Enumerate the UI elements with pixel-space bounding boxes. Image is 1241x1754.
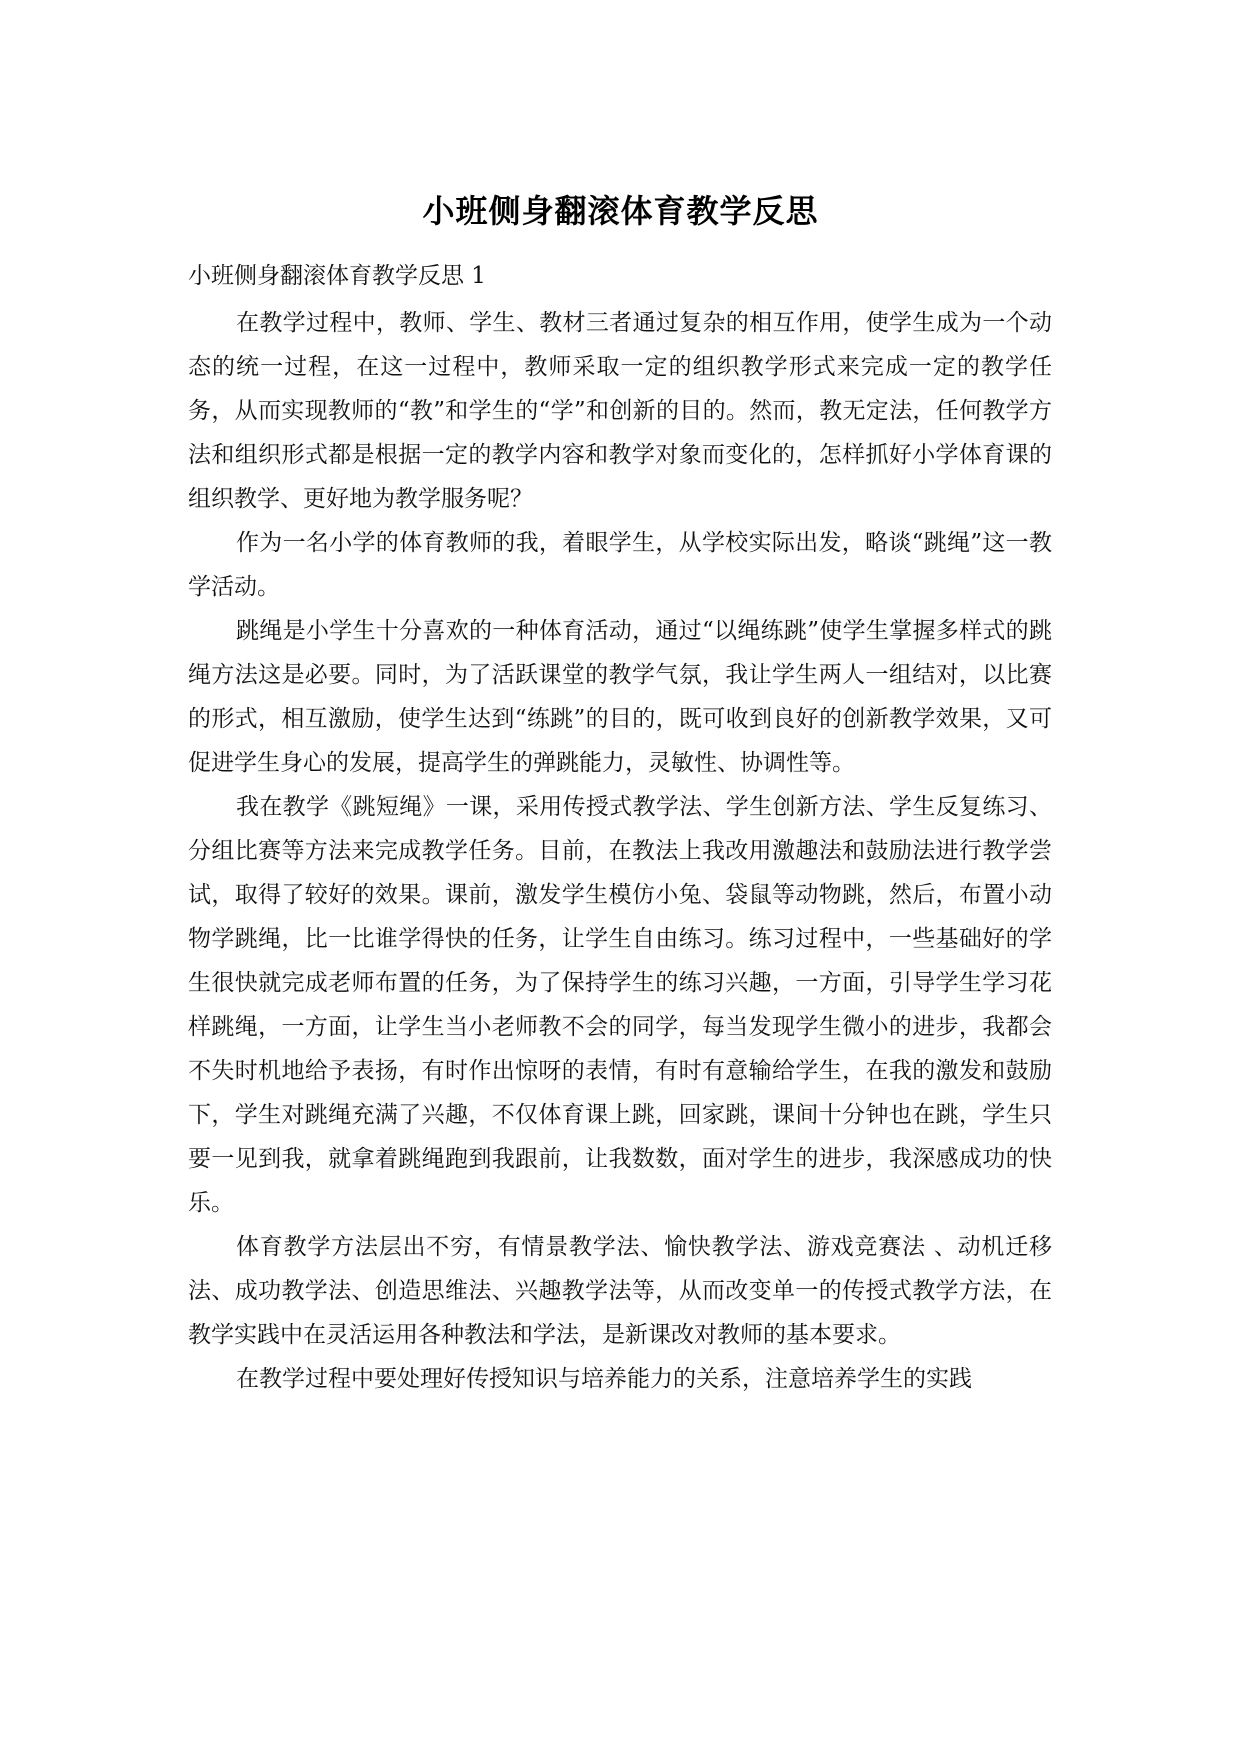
section-heading: 小班侧身翻滚体育教学反思 1 <box>188 263 486 289</box>
paragraph: 在教学过程中要处理好传授知识与培养能力的关系，注意培养学生的实践 <box>236 1366 972 1392</box>
document-title: 小班侧身翻滚体育教学反思 <box>422 192 819 230</box>
document-body <box>188 301 1052 1401</box>
paragraph: 我在教学《跳短绳》一课，采用传授式教学法、学生创新方法、学生反复练习、分组比赛等方法来完成教学任务。目前，在教法上我改用激趣法和鼓励法进行教学尝试，取得了较好的效果。课前，激发学生模仿小兔、袋鼠等动物跳，然后，布置小动物学跳绳，比一比谁学得快的任务，让学生自由练习。练习过程中，一些基础好的学生很快就完成老师布置的任务，为了保持学生的练习兴趣，一方面，引导学生学习花样跳绳，一方面，让学生当小老师教不会的同学，每当发现学生微小的进步，我都会不失时机地给予表扬，有时作出惊呀的表情，有时有意输给学生，在我的激发和鼓励下，学生对跳绳充满了兴趣，不仅体育课上跳，回家跳，课间十分钟也在跳，学生只要一见到我，就拿着跳绳跑到我跟前，让我数数，面对学生的进步，我深感成功的快乐。 <box>188 794 1052 1216</box>
paragraph: 作为一名小学的体育教师的我，着眼学生，从学校实际出发，略谈“跳绳”这一教学活动。 <box>188 530 1052 600</box>
paragraph: 体育教学方法层出不穷，有情景教学法、愉快教学法、游戏竞赛法 、动机迁移法、成功教学法、创造思维法、兴趣教学法等，从而改变单一的传授式教学方法，在教学实践中在灵活运用各种教法和学法，是新课改对教师的基本要求。 <box>188 1234 1052 1348</box>
paragraph: 在教学过程中，教师、学生、教材三者通过复杂的相互作用，使学生成为一个动态的统一过程，在这一过程中，教师采取一定的组织教学形式来完成一定的教学任务，从而实现教师的“教”和学生的“学”和创新的目的。然而，教无定法，任何教学方法和组织形式都是根据一定的教学内容和教学对象而变化的，怎样抓好小学体育课的组织教学、更好地为教学服务呢？ <box>188 310 1052 512</box>
paragraph: 跳绳是小学生十分喜欢的一种体育活动，通过“以绳练跳”使学生掌握多样式的跳绳方法这是必要。同时，为了活跃课堂的教学气氛，我让学生两人一组结对，以比赛的形式，相互激励，使学生达到“练跳”的目的，既可收到良好的创新教学效果，又可促进学生身心的发展，提高学生的弹跳能力，灵敏性、协调性等。 <box>188 618 1052 776</box>
